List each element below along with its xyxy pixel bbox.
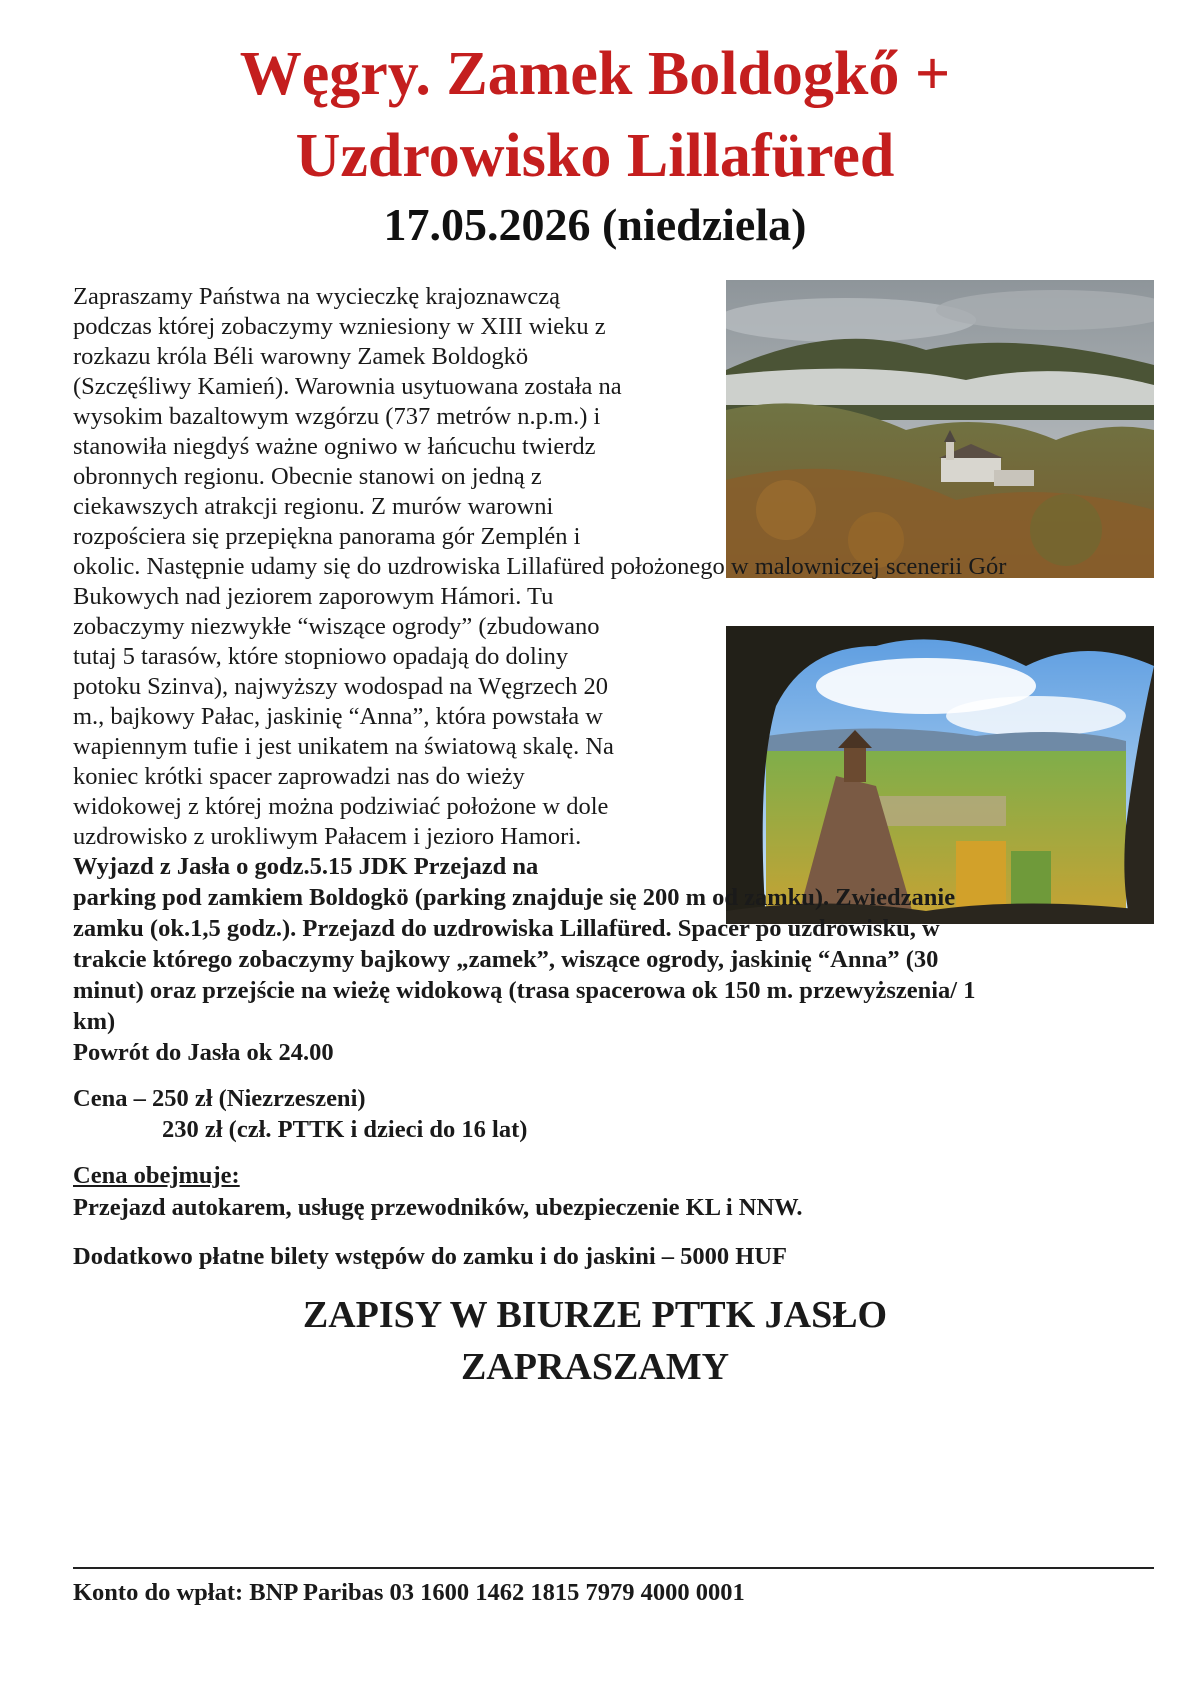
- intro-line: Bukowych nad jeziorem zaporowym Hámori. Tu: [73, 583, 554, 610]
- return-time: Powrót do Jasła ok 24.00: [73, 1039, 334, 1066]
- includes-text: Przejazd autokarem, usługę przewodników, ubezpieczenie KL i NNW.: [73, 1194, 803, 1221]
- extra-fees: Dodatkowo płatne bilety wstępów do zamku i do jaskini – 5000 HUF: [73, 1243, 787, 1270]
- program-line: trakcie którego zobaczymy bajkowy „zamek”, wiszące ogrody, jaskinię “Anna” (30: [73, 946, 939, 973]
- intro-line: stanowiła niegdyś ważne ogniwo w łańcuchu twierdz: [73, 433, 596, 460]
- program-line: km): [73, 1008, 116, 1035]
- footer-divider: [73, 1567, 1154, 1569]
- intro-line: uzdrowisko z urokliwym Pałacem i jezioro Hamori.: [73, 823, 582, 850]
- program-line: Wyjazd z Jasła o godz.5.15 JDK Przejazd na: [73, 853, 539, 880]
- intro-line: tutaj 5 tarasów, które stopniowo opadają do doliny: [73, 643, 569, 670]
- intro-line: rozkazu króla Béli warowny Zamek Boldogkö: [73, 343, 529, 370]
- intro-line: okolic. Następnie udamy się do uzdrowiska Lillafüred położonego w malowniczej scenerii Gór: [73, 553, 1007, 580]
- price-line-1: Cena – 250 zł (Niezrzeszeni): [73, 1085, 366, 1112]
- intro-line: podczas której zobaczymy wzniesiony w XIII wieku z: [73, 313, 606, 340]
- intro-line: obronnych regionu. Obecnie stanowi on jedną z: [73, 463, 542, 490]
- page-title-line-2: Uzdrowisko Lillafüred: [295, 122, 895, 190]
- intro-line: wapiennym tufie i jest unikatem na światową skalę. Na: [73, 733, 614, 760]
- intro-line: zobaczymy niezwykłe “wiszące ogrody” (zbudowano: [73, 613, 600, 640]
- cave-view-watchtower-photo: [726, 626, 1154, 924]
- page-title-line-1: Węgry. Zamek Boldogkő +: [239, 40, 951, 108]
- program-line: parking pod zamkiem Boldogkö (parking znajduje się 200 m od zamku). Zwiedzanie: [73, 884, 956, 911]
- includes-heading: Cena obejmuje:: [73, 1162, 240, 1189]
- intro-line: ciekawszych atrakcji regionu. Z murów warowni: [73, 493, 554, 520]
- intro-line: potoku Szinva), najwyższy wodospad na Węgrzech 20: [73, 673, 608, 700]
- signup-line-2: ZAPRASZAMY: [460, 1346, 730, 1388]
- intro-line: Zapraszamy Państwa na wycieczkę krajoznawczą: [73, 283, 561, 310]
- misty-valley-palace-photo: [726, 280, 1154, 578]
- intro-line: koniec krótki spacer zaprowadzi nas do wieży: [73, 763, 525, 790]
- intro-line: rozpościera się przepiękna panorama gór Zemplén i: [73, 523, 581, 550]
- intro-line: wysokim bazaltowym wzgórzu (737 metrów n.p.m.) i: [73, 403, 601, 430]
- intro-line: (Szczęśliwy Kamień). Warownia usytuowana została na: [73, 373, 622, 400]
- event-date: 17.05.2026 (niedziela): [383, 199, 807, 250]
- intro-line: m., bajkowy Pałac, jaskinię “Anna”, która powstała w: [73, 703, 604, 730]
- signup-line-1: ZAPISY W BIURZE PTTK JASŁO: [302, 1294, 888, 1336]
- price-line-2: 230 zł (czł. PTTK i dzieci do 16 lat): [162, 1116, 528, 1143]
- program-line: zamku (ok.1,5 godz.). Przejazd do uzdrowiska Lillafüred. Spacer po uzdrowisku, w: [73, 915, 940, 942]
- bank-account: Konto do wpłat: BNP Paribas 03 1600 1462 1815 7979 4000 0001: [73, 1579, 745, 1606]
- program-line: minut) oraz przejście na wieżę widokową (trasa spacerowa ok 150 m. przewyższenia/ 1: [73, 977, 976, 1004]
- intro-line: widokowej z której można podziwiać położone w dole: [73, 793, 609, 820]
